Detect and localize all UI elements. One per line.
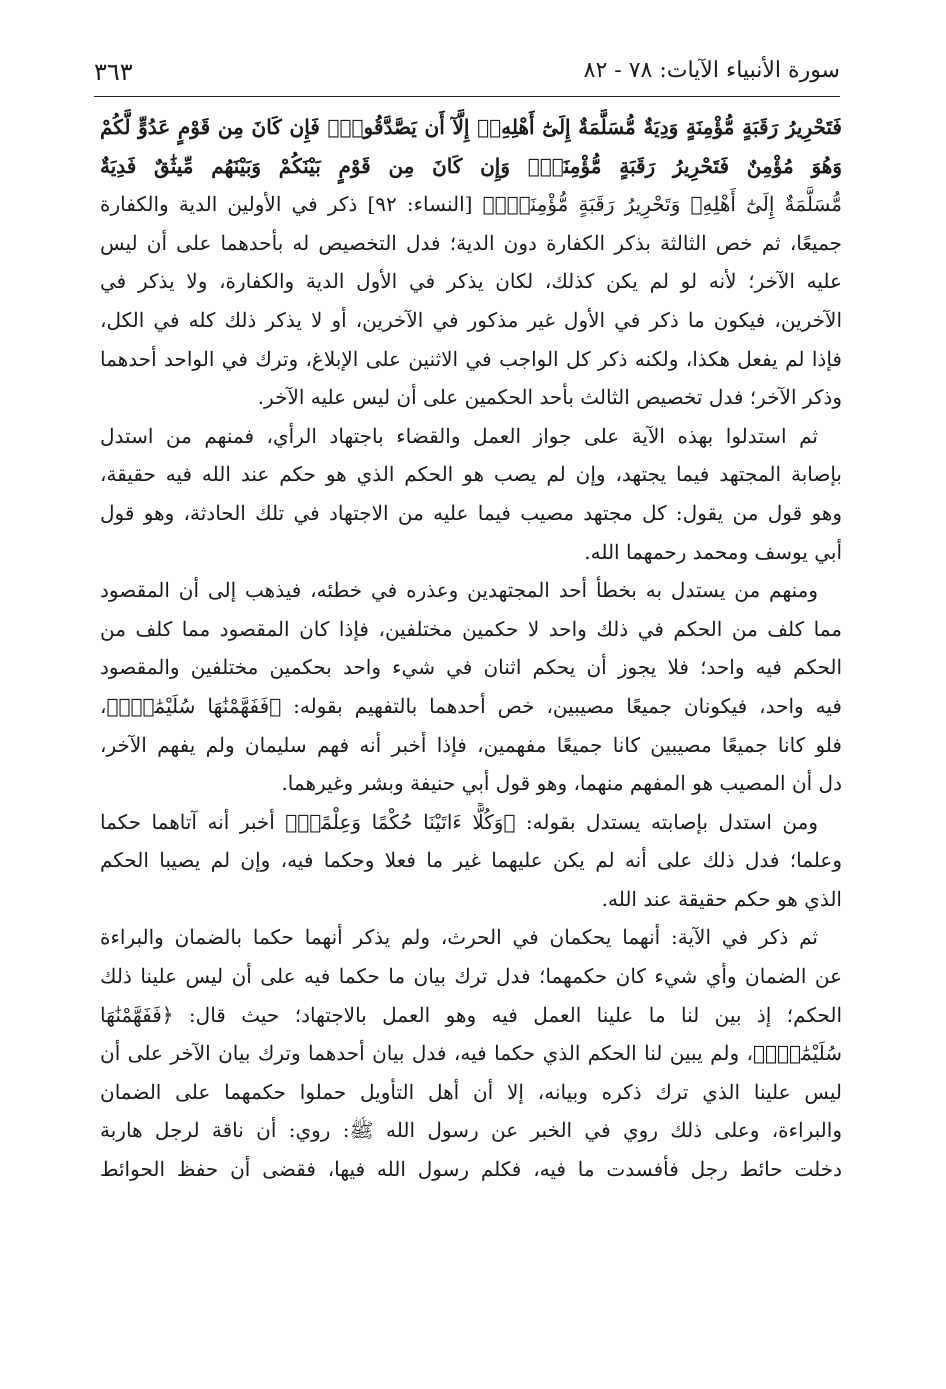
text-line: وَهُوَ مُؤْمِنٌ فَتَحْرِيرُ رَقَبَةٍ مُّؤْمِنَةٍۖ وَإِن كَانَ مِن قَوْمٍ بَيْنَكُمْ وَبَيْنَهُم مِّيثَٰقٌ فَدِيَةٌ (100, 153, 842, 178)
text-line: ليس علينا الذي ترك ذكره وبيانه، إلا أن أهل التأويل حملوا حكمهما على الضمان (100, 1079, 842, 1104)
text-line: الحكم؛ إذ بين لنا ما علينا العمل فيه وهو العمل بالاجتهاد؛ حيث قال: ﴿فَفَهَّمْنَٰهَا (100, 1002, 842, 1027)
text-line: جميعًا، ثم خص الثالثة بذكر الكفارة دون الدية؛ فدل التخصيص له بأحدهما على أن ليس (100, 230, 842, 255)
text-line: الحكم فيه واحد؛ فلا يجوز أن يحكم اثنان في شيء واحد بحكمين مختلفين والمقصود (100, 655, 842, 680)
text-line: وعلما؛ فدل ذلك على أنه لم يكن عليهما غير ما فعلا وحكما فيه، وإن لم يصيبا الحكم (100, 848, 842, 873)
text-line: فإذا لم يفعل هكذا، ولكنه ذكر كل الواجب في الاثنين على الإبلاغ، وترك في الواحد أحدهما (100, 346, 842, 371)
text-line: الآخرين، فيكون ما ذكر في الأول غير مذكور في الآخرين، أو لا يذكر ذلك كله في الكل، (100, 307, 842, 332)
text-line: أبي يوسف ومحمد رحمهما الله. (584, 539, 842, 564)
text-line: عن الضمان وأي شيء كان حكمهما؛ فدل ترك بيان ما حكما فيه على أن ليس علينا ذلك (100, 964, 842, 989)
page-number: ٣٦٣ (94, 58, 133, 86)
text-line: مُّسَلَّمَةٌ إِلَىٰٓ أَهْلِهِۦ وَتَحْرِيرُ رَقَبَةٍ مُّؤْمِنَةٍۖ﴾ [النساء: ٩٢] ذكر في الأولين الدية والكفارة (100, 192, 842, 217)
text-line: ثم ذكر في الآية: أنهما يحكمان في الحرث، ولم يذكر أنهما حكما بالضمان والبراءة (100, 925, 818, 950)
page-header (94, 54, 840, 94)
body-text (100, 108, 842, 1189)
text-line: دخلت حائط رجل فأفسدت ما فيه، فكلم رسول الله فيها، فقضى أن حفظ الحوائط (100, 1157, 842, 1182)
text-line: وذكر الآخر؛ فدل تخصيص الثالث بأحد الحكمين على أن ليس عليه الآخر. (257, 385, 842, 410)
text-line: ومنهم من يستدل به بخطأ أحد المجتهدين وعذره في خطئه، فيذهب إلى أن المقصود (100, 578, 818, 603)
text-line: سُلَيْمَٰنَۚ﴾، ولم يبين لنا الحكم الذي حكما فيه، فدل بيان أحدهما وترك بيان الآخر على أن (100, 1041, 842, 1066)
text-line: والبراءة، وعلى ذلك روي في الخبر عن رسول الله ﷺ: روي: أن ناقة لرجل هاربة (100, 1118, 842, 1143)
text-line: بإصابة المجتهد فيما يجتهد، وإن لم يصب هو الحكم الذي هو حكم عند الله فيه حقيقة، (100, 462, 842, 487)
text-line: وهو قول من يقول: كل مجتهد مصيب فيما عليه من الاجتهاد في تلك الحادثة، وهو قول (100, 500, 842, 525)
text-line: الذي هو حكم حقيقة عند الله. (601, 886, 842, 911)
text-line: فلو كانا جميعًا مصيبين كانا جميعًا مفهمين، فإذا أخبر أنه فهم سليمان ولم يفهم الآخر، (100, 732, 842, 757)
text-line: فَتَحْرِيرُ رَقَبَةٍ مُّؤْمِنَةٍ وَدِيَةٌ مُّسَلَّمَةٌ إِلَىٰٓ أَهْلِهِۦٓ إِلَّآ أَن يَصَّدَّقُواْۚ فَإِن كَانَ مِن قَوْمٍ عَدُوٍّ لَّكُمْ (100, 115, 842, 139)
header-rule (94, 96, 840, 97)
text-line: ثم استدلوا بهذه الآية على جواز العمل والقضاء باجتهاد الرأي، فمنهم من استدل (100, 423, 818, 448)
text-line: دل أن المصيب هو المفهم منهما، وهو قول أبي حنيفة وبشر وغيرهما. (281, 771, 842, 796)
text-line: عليه الآخر؛ لأنه لو لم يكن كذلك، لكان يذكر في الأول الدية والكفارة، ولا يذكر في (100, 269, 842, 294)
text-line: مما كلف من الحكم في ذلك واحد لا حكمين مختلفين، فإذا كان المقصود مما كلف من (100, 616, 842, 641)
text-line: ومن استدل بإصابته يستدل بقوله: ﴿وَكُلًّا ءَاتَيْنَا حُكْمًا وَعِلْمًاۚ﴾ أخبر أنه آتاهما حكما (100, 809, 818, 834)
text-line: فيه واحد، فيكونان جميعًا مصيبين، خص أحدهما بالتفهيم بقوله: ﴿فَفَهَّمْنَٰهَا سُلَيْمَٰنَۚ﴾، (100, 693, 842, 718)
chapter-title: سورة الأنبياء الآيات: ٧٨ - ٨٢ (583, 58, 840, 83)
